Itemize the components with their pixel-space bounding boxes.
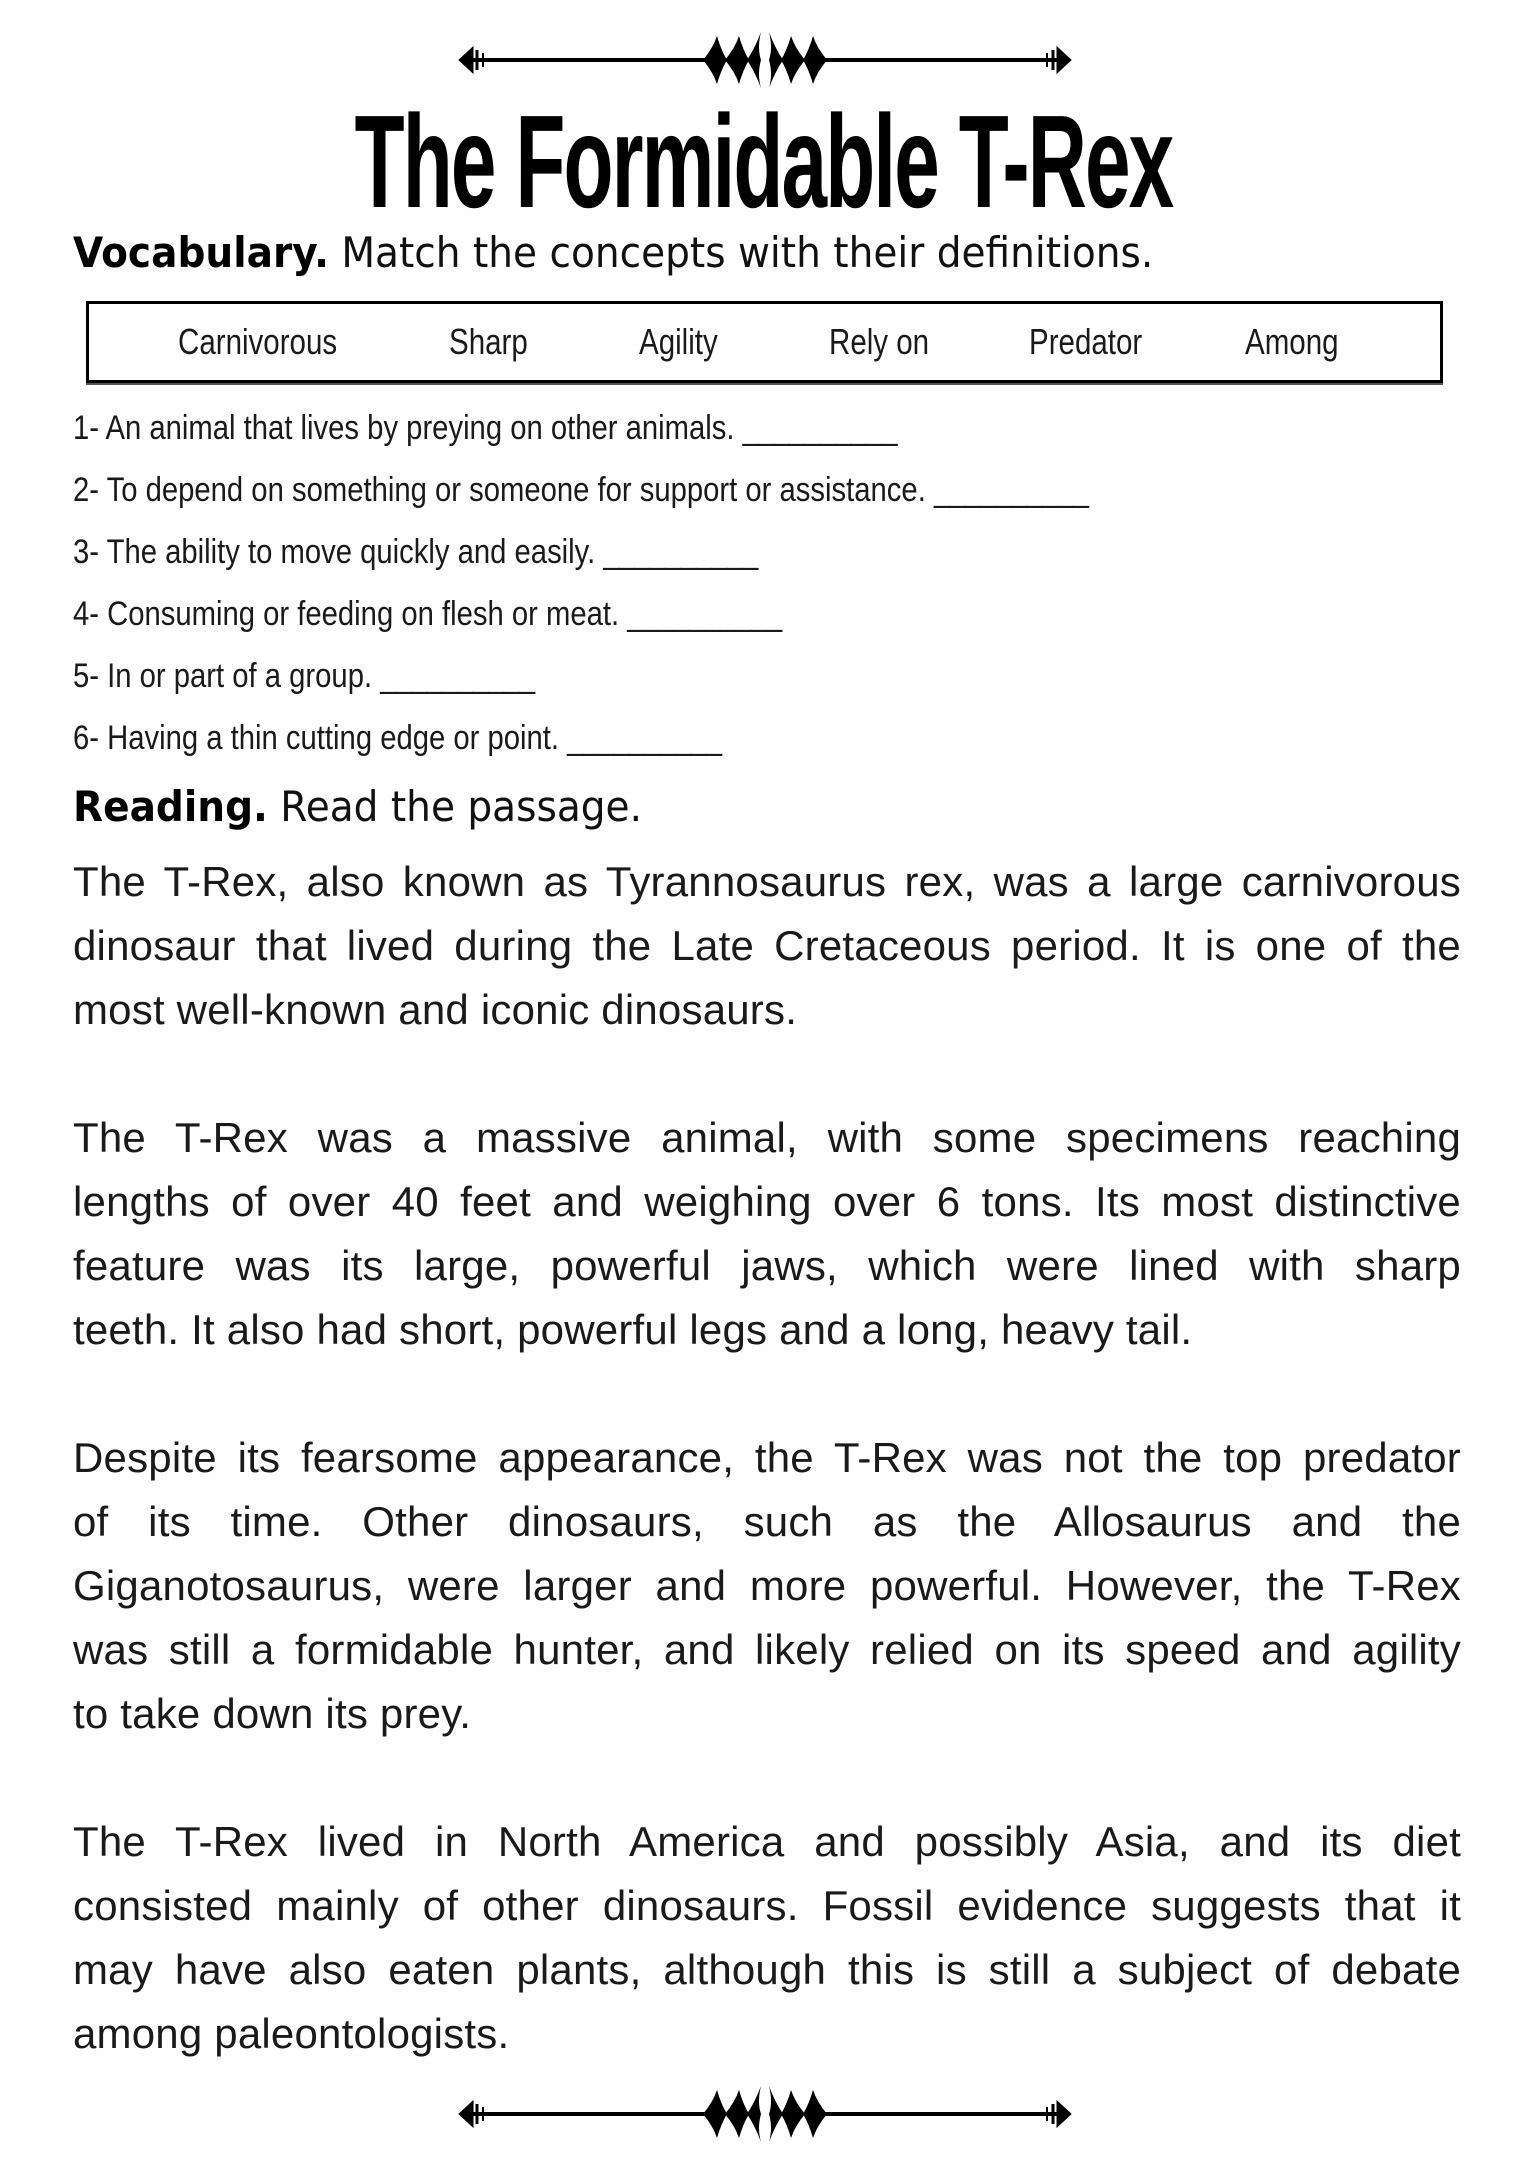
definition-item [73, 408, 897, 448]
answer-blank[interactable]: __________ [627, 595, 782, 633]
answer-blank[interactable]: __________ [742, 409, 897, 447]
answer-blank[interactable]: __________ [380, 657, 535, 695]
word-bank-item: Among [1245, 321, 1339, 362]
definition-text: An animal that lives by preying on other animals. [105, 409, 735, 447]
passage-line: The T-Rex was a massive animal, with some specimens reaching [73, 1114, 1461, 1161]
worksheet-title [0, 88, 1527, 235]
reading-heading [73, 782, 642, 832]
vocabulary-heading-bold: Vocabulary. [73, 228, 329, 277]
definition-item [73, 718, 721, 758]
definition-number: 5- [73, 657, 100, 695]
definition-number: 2- [73, 471, 100, 509]
passage-line: teeth. It also had short, powerful legs and a long, heavy tail. [73, 1306, 1193, 1353]
vocabulary-heading [73, 228, 1153, 278]
passage-line: consisted mainly of other dinosaurs. Fossil evidence suggests that it [73, 1882, 1461, 1929]
passage-line: may have also eaten plants, although this is still a subject of debate [73, 1946, 1461, 1993]
passage-paragraph [73, 1106, 1461, 1362]
word-bank-item: Sharp [449, 321, 528, 362]
definition-text: In or part of a group. [107, 657, 373, 695]
definition-item [73, 594, 781, 634]
word-bank-item: Predator [1029, 321, 1143, 362]
arrow-feather-divider-icon [455, 2084, 1075, 2144]
reading-heading-bold: Reading. [73, 782, 268, 831]
answer-blank[interactable]: __________ [603, 533, 758, 571]
word-bank-item: Rely on [829, 321, 930, 362]
passage-paragraph [73, 850, 1461, 1042]
definition-item [73, 532, 757, 572]
word-bank-item: Agility [639, 321, 718, 362]
definition-number: 6- [73, 719, 100, 757]
definition-item [73, 470, 1088, 510]
passage-paragraph [73, 1810, 1461, 2066]
reading-instructions: Read the passage. [267, 782, 643, 831]
passage-line: feature was its large, powerful jaws, which were lined with sharp [73, 1242, 1461, 1289]
definition-text: The ability to move quickly and easily. [106, 533, 596, 571]
passage-line: The T-Rex, also known as Tyrannosaurus rex, was a large carnivorous [73, 858, 1461, 905]
arrow-feather-divider-icon [455, 30, 1075, 90]
passage-line: to take down its prey. [73, 1690, 472, 1737]
definition-text: Consuming or feeding on flesh or meat. [107, 595, 620, 633]
vocabulary-instructions: Match the concepts with their definitions. [328, 228, 1154, 277]
word-bank-item: Carnivorous [178, 321, 338, 362]
definition-number: 1- [73, 409, 100, 447]
passage-line: dinosaur that lived during the Late Cretaceous period. It is one of the [73, 922, 1461, 969]
passage-line: The T-Rex lived in North America and possibly Asia, and its diet [73, 1818, 1461, 1865]
definition-number: 3- [73, 533, 100, 571]
passage-line: Despite its fearsome appearance, the T-Rex was not the top predator [73, 1434, 1461, 1481]
passage-line: Giganotosaurus, were larger and more powerful. However, the T-Rex [73, 1562, 1461, 1609]
passage-line: most well-known and iconic dinosaurs. [73, 986, 798, 1033]
page-title: The Formidable T-Rex [354, 88, 1173, 235]
definition-number: 4- [73, 595, 100, 633]
passage-line: of its time. Other dinosaurs, such as the Allosaurus and the [73, 1498, 1461, 1545]
passage-line: among paleontologists. [73, 2010, 510, 2057]
passage-line: lengths of over 40 feet and weighing over 6 tons. Its most distinctive [73, 1178, 1461, 1225]
passage-paragraph [73, 1426, 1461, 1746]
definition-item [73, 656, 534, 696]
reading-passage [73, 850, 1461, 2130]
answer-blank[interactable]: __________ [567, 719, 722, 757]
answer-blank[interactable]: __________ [933, 471, 1088, 509]
word-bank-box [86, 301, 1443, 383]
passage-line: was still a formidable hunter, and likely relied on its speed and agility [73, 1626, 1461, 1673]
definition-text: Having a thin cutting edge or point. [107, 719, 560, 757]
definition-text: To depend on something or someone for support or assistance. [106, 471, 926, 509]
